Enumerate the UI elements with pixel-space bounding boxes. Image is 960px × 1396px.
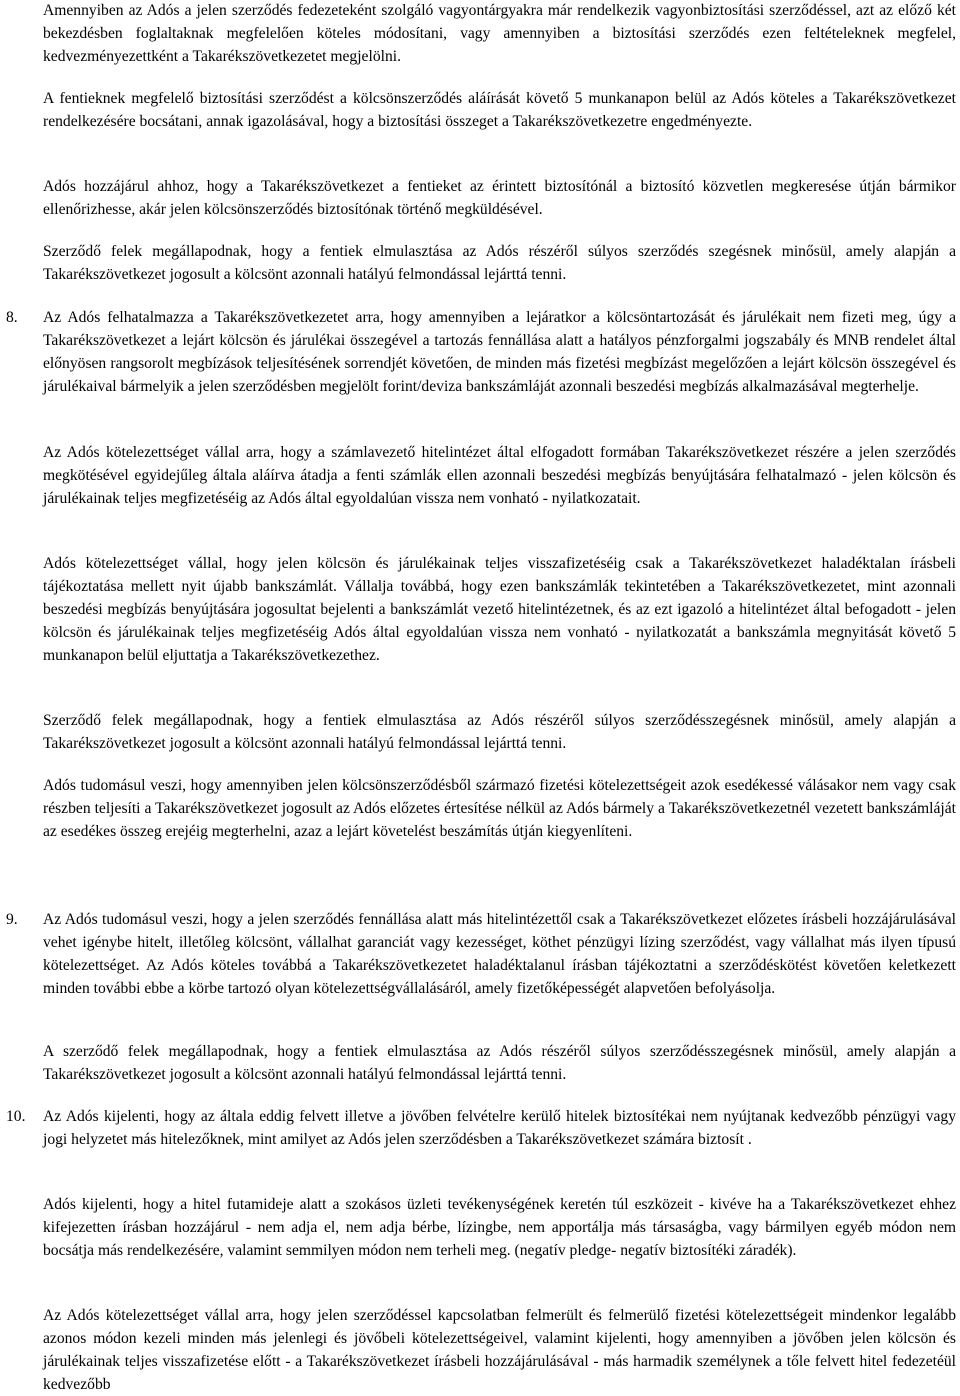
paragraph-7 [43, 552, 956, 667]
paragraph-10 [43, 908, 956, 1000]
paragraph-text: A fentieknek megfelelő biztosítási szerződést a kölcsönszerződés aláírását követő 5 munkanapon belül az Adós köteles a Takarékszövetkezet rendelkezésére bocsátani, annak igazolásával, hogy a biztosítási összeget a Takarékszövetkezetre engedményezte. [43, 90, 956, 130]
paragraph-14 [43, 1304, 956, 1396]
paragraph-text: Adós kijelenti, hogy a hitel futamideje alatt a szokásos üzleti tevékenységének keretén túl eszközeit - kivéve ha a Takarékszövetkezet ehhez kifejezetten írásban hozzájárul - nem adja el, nem adja bérbe, lízingbe, nem apportálja más társaságba, vagy bármilyen egyéb módon nem bocsátja más rendelkezésére, valamint semmilyen módon nem terheli meg. (negatív pledge- negatív biztosítéki záradék). [43, 1196, 956, 1259]
paragraph-text: Az Adós felhatalmazza a Takarékszövetkezetet arra, hogy amennyiben a lejáratkor a kölcsöntartozását és járulékait nem fizeti meg, úgy a Takarékszövetkezet a lejárt kölcsön és járulékai összegével a tartozás fennállása alatt a hatályos pénzforgalmi jogszabály és MNB rendelet által előnyösen rangsorolt megbízások teljesítésének sorrendjét követően, de minden más fizetési megbízást megelőzően a lejárt kölcsön összegével és járulékaival bármelyik a jelen szerződésben megjelölt forint/deviza bankszámláját azonnali beszedési megbízás alkalmazásával megterhelje. [43, 309, 956, 395]
paragraph-text: Adós hozzájárul ahhoz, hogy a Takarékszövetkezet a fentieket az érintett biztosítónál a biztosító közvetlen megkeresése útján bármikor ellenőrizhesse, akár jelen kölcsönszerződés biztosítónak történő megküldésével. [43, 178, 956, 218]
paragraph-8 [43, 709, 956, 755]
paragraph-11 [43, 1040, 956, 1086]
paragraph-1 [43, 0, 956, 68]
paragraph-text: Az Adós kötelezettséget vállal arra, hogy a számlavezető hitelintézet által elfogadott formában Takarékszövetkezet részére a jelen szerződés megkötésével egyidejűleg általa aláírva átadja a fenti számlák ellen azonnali beszedési megbízás benyújtására felhatalmazó - jelen kölcsön és járulékainak teljes megfizetéséig az Adós által egyoldalúan vissza nem vonható - nyilatkozatait. [43, 444, 956, 507]
paragraph-13 [43, 1193, 956, 1262]
paragraph-text: Amennyiben az Adós a jelen szerződés fedezeteként szolgáló vagyontárgyakra már rendelkezik vagyonbiztosítási szerződéssel, azt az előző két bekezdésben foglaltaknak megfelelően köteles módosítani, vagy amennyiben a biztosítási szerződés ezen feltételeknek megfelel, kedvezményezettként a Takarékszövetkezetet megjelölni. [43, 2, 956, 65]
paragraph-text: Szerződő felek megállapodnak, hogy a fentiek elmulasztása az Adós részéről súlyos szerződés szegésnek minősül, amely alapján a Takarékszövetkezet jogosult a kölcsönt azonnali hatályú felmondással lejárttá tenni. [43, 243, 956, 283]
paragraph-12 [43, 1105, 956, 1151]
section-number-10: 10. [6, 1108, 26, 1125]
paragraph-4 [43, 240, 956, 286]
paragraph-text: Szerződő felek megállapodnak, hogy a fentiek elmulasztása az Adós részéről súlyos szerződésszegésnek minősül, amely alapján a Takarékszövetkezet jogosult a kölcsönt azonnali hatályú felmondással lejárttá tenni. [43, 712, 956, 752]
paragraph-text: A szerződő felek megállapodnak, hogy a fentiek elmulasztása az Adós részéről súlyos szerződésszegésnek minősül, amely alapján a Takarékszövetkezet jogosult a kölcsönt azonnali hatályú felmondással lejárttá tenni. [43, 1043, 956, 1083]
paragraph-6 [43, 441, 956, 510]
paragraph-9 [43, 774, 956, 843]
paragraph-text: Az Adós tudomásul veszi, hogy a jelen szerződés fennállása alatt más hitelintézettől csak a Takarékszövetkezet előzetes írásbeli hozzájárulásával vehet igénybe hitelt, illetőleg kölcsönt, vállalhat garanciát vagy kezességet, köthet pénzügyi lízing szerződést, vagy vállalhat más ilyen típusú kötelezettséget. Az Adós köteles továbbá a Takarékszövetkezetet haladéktalanul írásban tájékoztatni a szerződéskötést követően keletkezett minden további ebbe a körbe tartozó olyan kötelezettségvállalásáról, amely fizetőképességét alapvetően befolyásolja. [43, 911, 956, 997]
paragraph-text: Adós tudomásul veszi, hogy amennyiben jelen kölcsönszerződésből származó fizetési kötelezettségeit azok esedékessé válásakor nem vagy csak részben teljesíti a Takarékszövetkezet jogosult az Adós előzetes értesítése nélkül az Adós bármely a Takarékszövetkezetnél vezetett bankszámláját az esedékes összeg erejéig megterhelni, azaz a lejárt követelést beszámítás útján kiegyenlíteni. [43, 777, 956, 840]
section-number-8: 8. [6, 309, 18, 326]
section-number-9: 9. [6, 911, 18, 928]
paragraph-2 [43, 87, 956, 133]
paragraph-text: Adós kötelezettséget vállal, hogy jelen kölcsön és járulékainak teljes visszafizetéséig csak a Takarékszövetkezet haladéktalan írásbeli tájékoztatása mellett nyit újabb bankszámlát. Vállalja továbbá, hogy ezen bankszámlák tekintetében a Takarékszövetkezetet, mint azonnali beszedési megbízás benyújtására jogosultat bejelenti a bankszámlát vezető hitelintézetnek, és az ezt igazoló a hitelintézet által befogadott - jelen kölcsön és járulékainak teljes megfizetéséig Adós által egyoldalúan vissza nem vonható - nyilatkozatát a bankszámla megnyitását követő 5 munkanapon belül eljuttatja a Takarékszövetkezethez. [43, 555, 956, 664]
paragraph-5 [43, 306, 956, 398]
paragraph-3 [43, 175, 956, 221]
paragraph-text: Az Adós kijelenti, hogy az általa eddig felvett illetve a jövőben felvételre kerülő hitelek biztosítékai nem nyújtanak kedvezőbb pénzügyi vagy jogi helyzetet más hitelezőknek, mint amilyet az Adós jelen szerződésben a Takarékszövetkezet számára biztosít . [43, 1108, 956, 1148]
paragraph-text: Az Adós kötelezettséget vállal arra, hogy jelen szerződéssel kapcsolatban felmerült és felmerülő fizetési kötelezettségeit mindenkor legalább azonos módon kezeli minden más jelenlegi és jövőbeli kötelezettségeivel, valamint kijelenti, hogy amennyiben a jövőben jelen kölcsön és járulékainak teljes visszafizetése előtt - a Takarékszövetkezet írásbeli hozzájárulásával - más harmadik személynek a tőle felvett hitel fedezetéül kedvezőbb [43, 1307, 956, 1393]
